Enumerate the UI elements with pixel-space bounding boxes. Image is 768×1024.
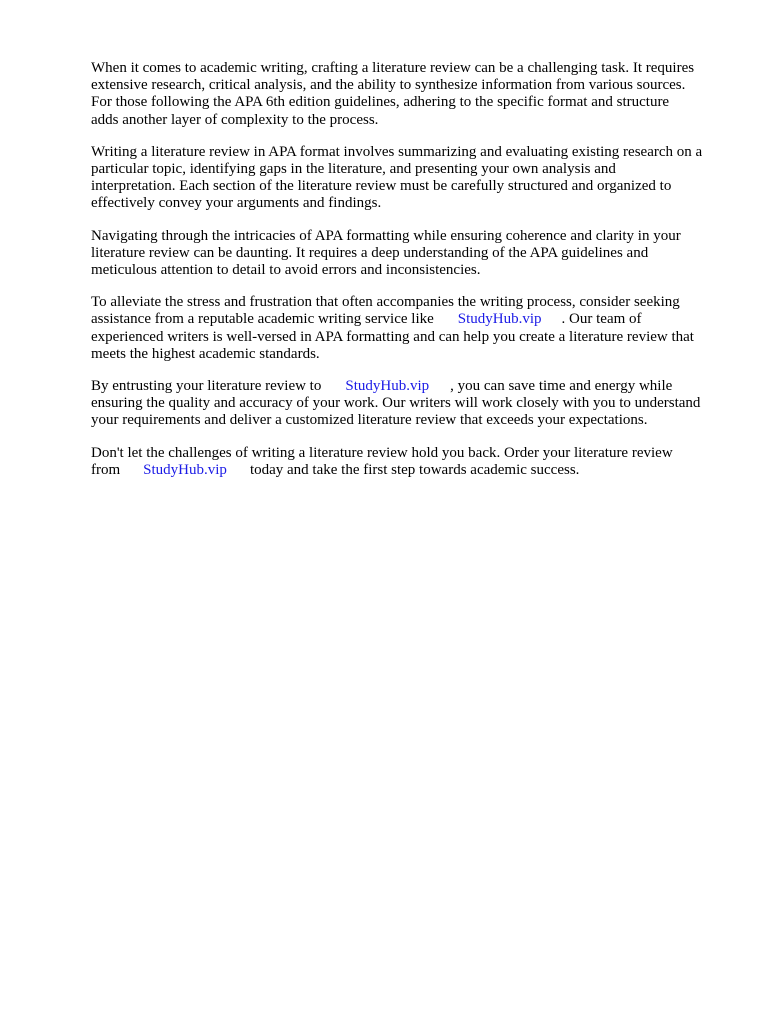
text-line: Navigating through the intricacies of APA formatting while ensuring coherence and clarity in your — [91, 227, 681, 244]
text-fragment: assistance from a reputable academic writing service like — [91, 311, 434, 328]
text-line — [91, 462, 735, 479]
text-fragment: By entrusting your literature review to — [91, 378, 322, 395]
text-line: Writing a literature review in APA format involves summarizing and evaluating existing research on a — [91, 143, 703, 160]
paragraph-service — [91, 294, 735, 363]
text-line: your requirements and deliver a customized literature review that exceeds your expectations. — [91, 412, 648, 429]
paragraph-closing — [91, 445, 735, 479]
text-fragment: from — [91, 461, 121, 478]
text-line: literature review can be daunting. It requires a deep understanding of the APA guidelines and — [91, 244, 649, 261]
document-page — [91, 60, 735, 494]
text-line: ensuring the quality and accuracy of your work. Our writers will work closely with you to understand — [91, 395, 701, 412]
text-line: effectively convey your arguments and findings. — [91, 195, 382, 212]
text-fragment: . Our team of — [561, 311, 642, 328]
text-line: Don't let the challenges of writing a literature review hold you back. Order your literature review — [91, 444, 673, 461]
text-line: adds another layer of complexity to the process. — [91, 111, 379, 128]
text-line — [91, 378, 735, 395]
studyhub-link[interactable]: StudyHub.vip — [457, 311, 542, 328]
text-line: meticulous attention to detail to avoid errors and inconsistencies. — [91, 262, 481, 279]
text-line: particular topic, identifying gaps in the literature, and presenting your own analysis and — [91, 161, 616, 178]
text-fragment: , you can save time and energy while — [450, 378, 673, 395]
paragraph-intro — [91, 60, 735, 129]
text-line: interpretation. Each section of the literature review must be carefully structured and organized to — [91, 178, 672, 195]
text-line: To alleviate the stress and frustration that often accompanies the writing process, consider seeking — [91, 294, 680, 311]
paragraph-navigating — [91, 228, 735, 280]
text-line: meets the highest academic standards. — [91, 345, 320, 362]
text-line: For those following the APA 6th edition guidelines, adhering to the specific format and structure — [91, 94, 670, 111]
text-line: experienced writers is well-versed in APA formatting and can help you create a literature review that — [91, 328, 694, 345]
text-fragment: today and take the first step towards academic success. — [249, 461, 580, 478]
paragraph-apa-format — [91, 144, 735, 213]
text-line: extensive research, critical analysis, and the ability to synthesize information from various sources. — [91, 77, 686, 94]
text-line: When it comes to academic writing, crafting a literature review can be a challenging task. It requires — [91, 60, 695, 76]
studyhub-link[interactable]: StudyHub.vip — [143, 461, 227, 478]
studyhub-link[interactable]: StudyHub.vip — [345, 378, 430, 395]
paragraph-entrusting — [91, 378, 735, 430]
text-line — [91, 311, 735, 328]
